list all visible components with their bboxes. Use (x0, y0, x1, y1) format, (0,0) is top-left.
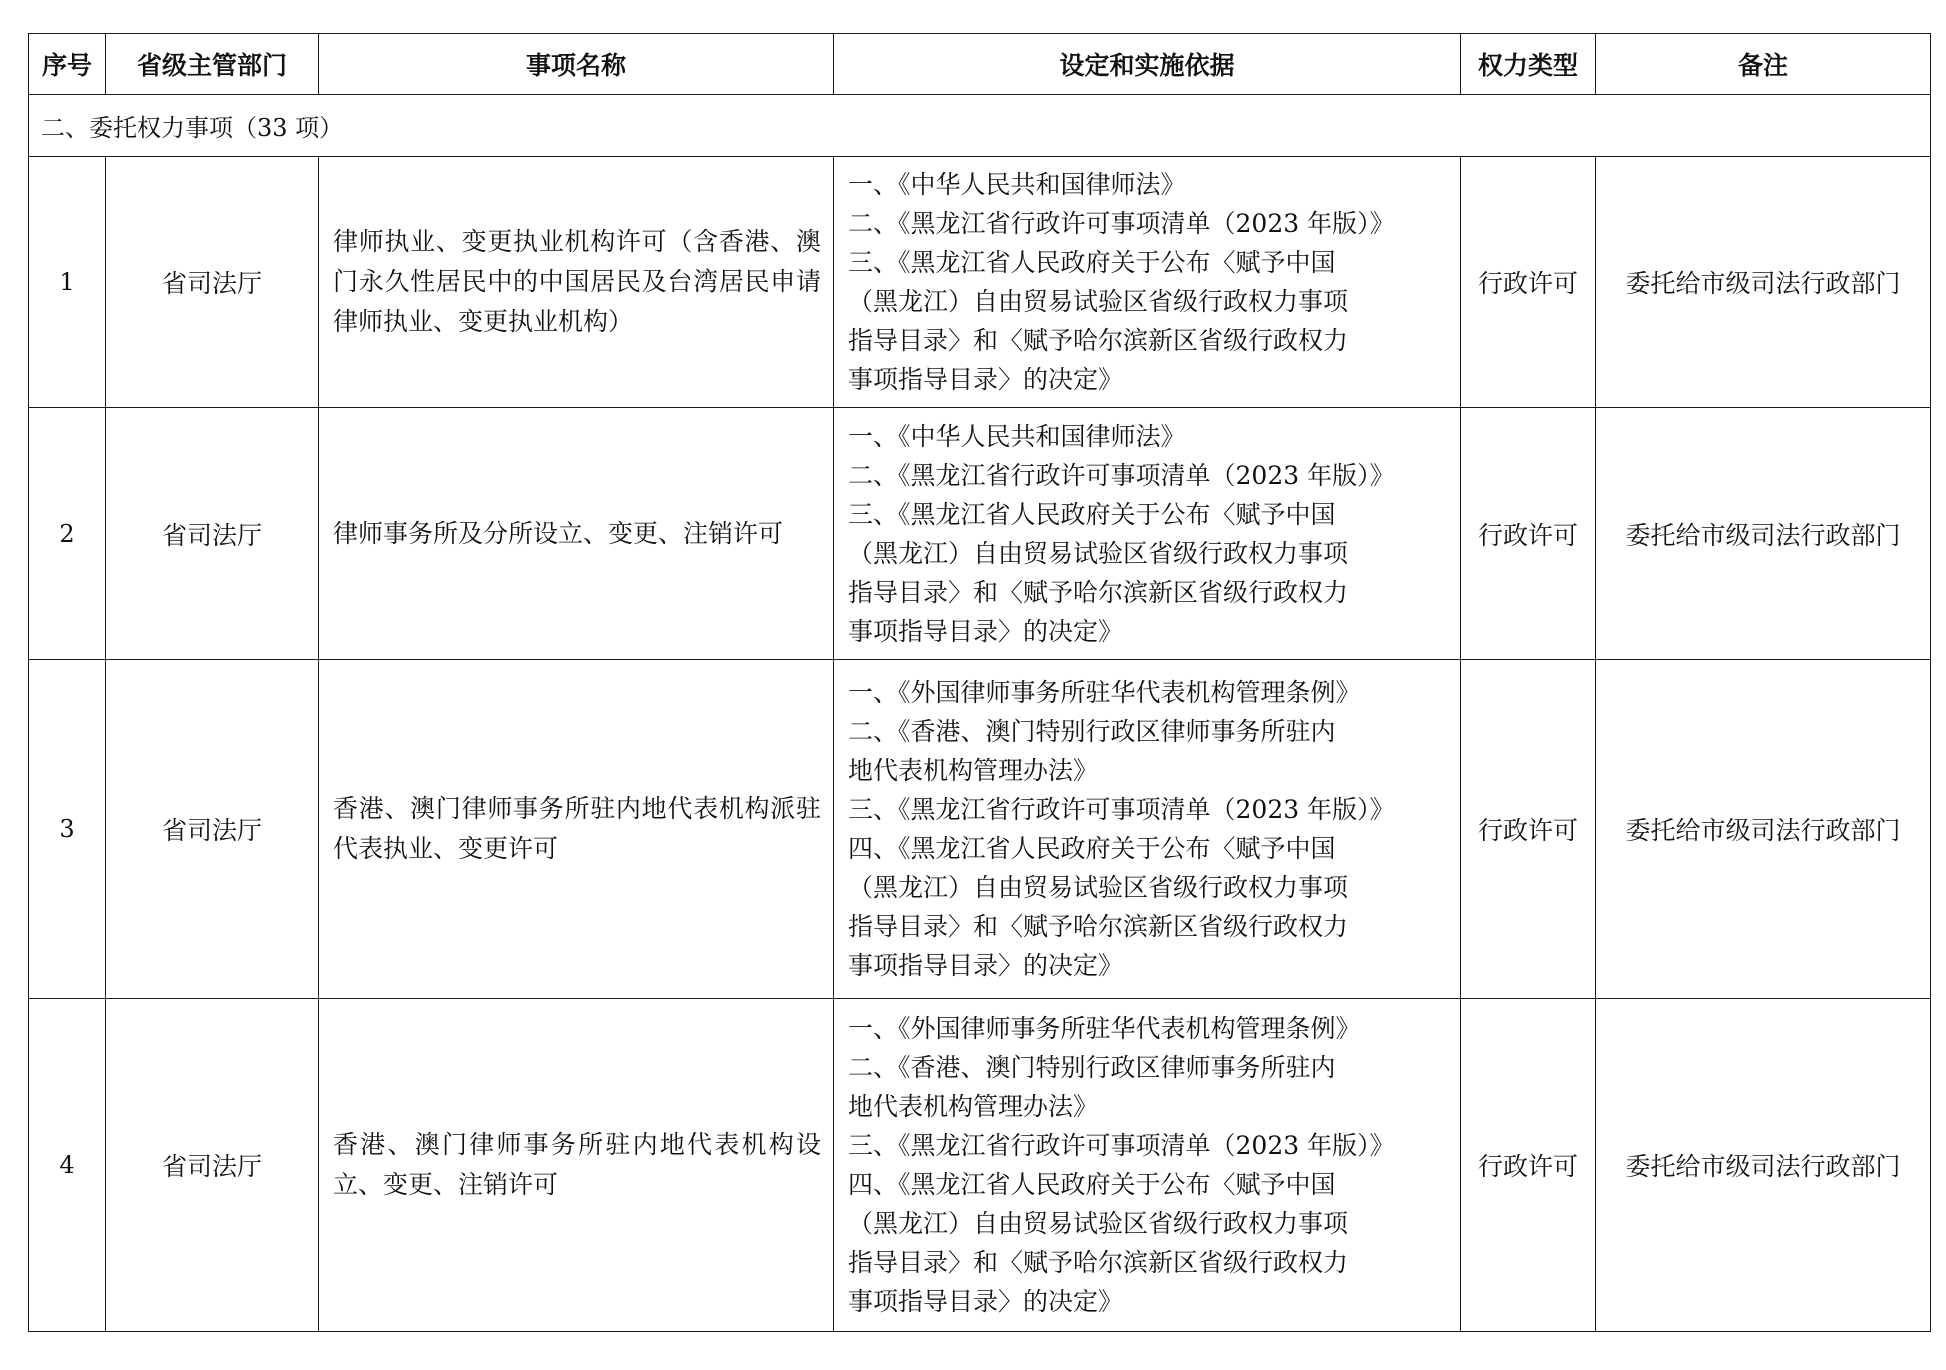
row-item-name: 律师执业、变更执业机构许可（含香港、澳门永久性居民中的中国居民及台湾居民申请律师执业、变更执业机构） (319, 157, 834, 408)
basis-line: 一、《外国律师事务所驻华代表机构管理条例》 (848, 1014, 1361, 1043)
basis-line: 一、《中华人民共和国律师法》 (848, 421, 1186, 451)
table-row (29, 408, 1931, 660)
row-dept: 省司法厅 (106, 999, 319, 1332)
row-dept: 省司法厅 (106, 408, 319, 660)
permissions-table (28, 33, 1931, 1332)
basis-line: （黑龙江）自由贸易试验区省级行政权力事项 (848, 1209, 1349, 1238)
row-basis (834, 660, 1461, 999)
header-name: 事项名称 (319, 34, 834, 95)
basis-line: 三、《黑龙江省人民政府关于公布〈赋予中国 (848, 248, 1336, 277)
row-note: 委托给市级司法行政部门 (1596, 999, 1931, 1332)
header-row (29, 34, 1931, 95)
basis-line: （黑龙江）自由贸易试验区省级行政权力事项 (848, 538, 1349, 568)
table-row (29, 157, 1931, 408)
basis-line: 四、《黑龙江省人民政府关于公布〈赋予中国 (848, 834, 1336, 863)
row-power-type: 行政许可 (1461, 660, 1596, 999)
row-dept: 省司法厅 (106, 660, 319, 999)
basis-line: 事项指导目录〉的决定》 (848, 365, 1124, 394)
row-no: 3 (29, 660, 106, 999)
basis-line: 指导目录〉和〈赋予哈尔滨新区省级行政权力 (848, 1248, 1349, 1277)
section-title: 二、委托权力事项（33 项） (29, 95, 1931, 157)
basis-line: 指导目录〉和〈赋予哈尔滨新区省级行政权力 (848, 577, 1349, 607)
basis-line: 三、《黑龙江省人民政府关于公布〈赋予中国 (848, 499, 1336, 529)
row-no: 4 (29, 999, 106, 1332)
basis-line: 一、《中华人民共和国律师法》 (848, 170, 1186, 199)
basis-line: 四、《黑龙江省人民政府关于公布〈赋予中国 (848, 1170, 1336, 1199)
section-row (29, 95, 1931, 157)
table-row (29, 999, 1931, 1332)
row-note: 委托给市级司法行政部门 (1596, 660, 1931, 999)
row-note: 委托给市级司法行政部门 (1596, 408, 1931, 660)
row-power-type: 行政许可 (1461, 408, 1596, 660)
row-power-type: 行政许可 (1461, 999, 1596, 1332)
basis-line: 二、《香港、澳门特别行政区律师事务所驻内 (848, 717, 1336, 746)
basis-line: 指导目录〉和〈赋予哈尔滨新区省级行政权力 (848, 326, 1349, 355)
header-type: 权力类型 (1461, 34, 1596, 95)
table-row (29, 660, 1931, 999)
header-basis: 设定和实施依据 (834, 34, 1461, 95)
basis-line: （黑龙江）自由贸易试验区省级行政权力事项 (848, 287, 1349, 316)
row-item-name: 香港、澳门律师事务所驻内地代表机构设立、变更、注销许可 (319, 999, 834, 1332)
row-no: 1 (29, 157, 106, 408)
basis-line: 地代表机构管理办法》 (848, 1092, 1099, 1121)
basis-line: 事项指导目录〉的决定》 (848, 616, 1124, 646)
basis-line: 二、《黑龙江省行政许可事项清单（2023 年版）》 (848, 209, 1395, 238)
header-dept: 省级主管部门 (106, 34, 319, 95)
row-dept: 省司法厅 (106, 157, 319, 408)
basis-line: 三、《黑龙江省行政许可事项清单（2023 年版）》 (848, 795, 1395, 824)
basis-line: 二、《黑龙江省行政许可事项清单（2023 年版）》 (848, 460, 1395, 490)
basis-line: 指导目录〉和〈赋予哈尔滨新区省级行政权力 (848, 912, 1349, 941)
header-note: 备注 (1596, 34, 1931, 95)
row-basis (834, 999, 1461, 1332)
row-item-name: 律师事务所及分所设立、变更、注销许可 (319, 408, 834, 660)
row-basis (834, 408, 1461, 660)
row-no: 2 (29, 408, 106, 660)
row-basis (834, 157, 1461, 408)
row-power-type: 行政许可 (1461, 157, 1596, 408)
basis-line: 三、《黑龙江省行政许可事项清单（2023 年版）》 (848, 1131, 1395, 1160)
basis-line: 事项指导目录〉的决定》 (848, 1287, 1124, 1316)
row-note: 委托给市级司法行政部门 (1596, 157, 1931, 408)
row-item-name: 香港、澳门律师事务所驻内地代表机构派驻代表执业、变更许可 (319, 660, 834, 999)
basis-line: 二、《香港、澳门特别行政区律师事务所驻内 (848, 1053, 1336, 1082)
basis-line: 地代表机构管理办法》 (848, 756, 1099, 785)
header-no: 序号 (29, 34, 106, 95)
basis-line: （黑龙江）自由贸易试验区省级行政权力事项 (848, 873, 1349, 902)
basis-line: 一、《外国律师事务所驻华代表机构管理条例》 (848, 678, 1361, 707)
basis-line: 事项指导目录〉的决定》 (848, 951, 1124, 980)
